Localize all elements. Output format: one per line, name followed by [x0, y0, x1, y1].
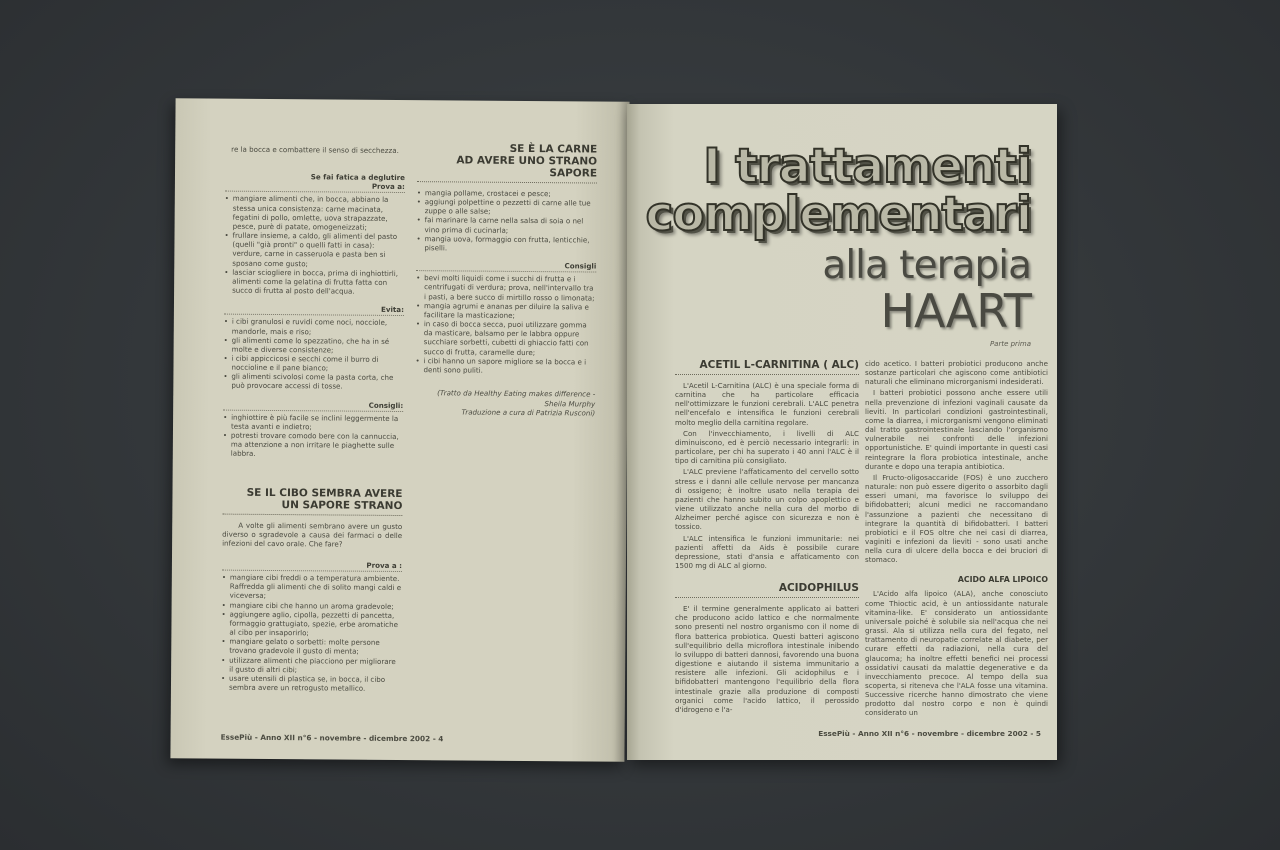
list-item: • utilizzare alimenti che piacciono per migliorare il gusto di altri cibi; [221, 655, 401, 675]
list-item: • usare utensili di plastica se, in bocca, il cibo sembra avere un retrogusto metallico. [221, 673, 401, 693]
page-footer-left: EssePiù - Anno XII n°6 - novembre - dicembre 2002 - 4 [220, 732, 444, 744]
list-item: • fai marinare la carne nella salsa di soia o nel vino prima di cucinarla; [417, 216, 597, 236]
list-item: • lasciar sciogliere in bocca, prima di inghiottirli, alimenti come la gelatina di frutta fatta con succo di frutta al posto dell'acqua. [224, 267, 404, 296]
list-item: • i cibi granulosi e ruvidi come noci, nocciole, mandorle, mais e riso; [224, 317, 404, 337]
paragraph: L'Acido alfa lipoico (ALA), anche conosciuto come Thioctic acid, è un antiossidante naturale vitamina-like. E' considerato un antiossidante universale poiché è solubile sia nell'acqua che nei grassi. Ala si utilizza nella cura del fegato, nel trattamento di neuropatie correlate al diabete, per curare effetti da radiazioni, nella cura del glaucoma; ha inoltre effetti benefici nei processi ossidativi causati da malattie degenerative e da invecchiamento precoce. Al tempo della sua scoperta, si riteneva che l'ALA fosse una vitamina. Successive ricerche hanno dimostrato che viene prodotto dal nostro corpo e non è quindi considerato un [865, 589, 1048, 718]
paragraph: L'ALC intensifica le funzioni immunitarie: nei pazienti affetti da Aids è possibile curare depressione, stati d'ansia e affaticamento con 1500 mg di ALC al giorno. [675, 533, 859, 570]
part-label: Parte prima [989, 340, 1031, 348]
list-tips-meat [415, 273, 596, 375]
list-item: • mangia pollame, crostacei e pesce; [417, 188, 597, 199]
list-try-taste [221, 573, 402, 693]
article-subtitle-line-1: alla terapia [822, 243, 1031, 288]
label-try: Prova a : [222, 560, 402, 573]
heading-ala: ACIDO ALFA LIPOICO [957, 575, 1048, 585]
list-item: • gli alimenti come lo spezzatino, che ha in sé molte e diverse consistenze; [224, 335, 404, 355]
paragraph: L'Acetil L-Carnitina (ALC) è una speciale forma di carnitina che ha particolare efficacia nell'ottimizzare le funzioni cerebrali. L'ALC penetra nell'encefalo e intensifica le funzioni cerebrali molto meglio della carnitina regolare. [675, 381, 859, 427]
list-item: • mangiare cibi che hanno un aroma gradevole; [222, 600, 402, 611]
heading-meat-taste [417, 142, 597, 183]
list-item: • mangiare gelato o sorbetti: molte persone trovano gradevole il gusto di menta; [221, 637, 401, 657]
list-item: • aggiungi polpettine o pezzetti di carne alle tue zuppe o alle salse; [417, 197, 597, 217]
left-column-1 [221, 145, 405, 694]
list-item: • frullare insieme, a caldo, gli alimenti del pasto (quelli "già pronti" o quelli fatti in casa): verdure, carne in casseruola e pasta ben si sposano come gusto; [224, 231, 404, 269]
label-tips: Consigli [416, 260, 596, 273]
list-item: • mangiare cibi freddi o a temperatura ambiente. Raffredda gli alimenti che di solito mangi caldi e viceversa; [222, 573, 402, 602]
paragraph: Il Fructo-oligosaccaride (FOS) è uno zucchero naturale: non può essere digerito o assorbito dagli esseri umani, ma favorisce lo sviluppo dei bifidobatteri; alcuni medici ne raccomandano l'assunzione a pazienti che necessitano di integrare la quantità di bifidobatteri. I batteri probiotici e il FOS oltre che nei casi di diarrea, vaginiti e infezioni da lieviti - sono usati anche nella cura di ulcere della bocca e dei bruciori di stomaco. [865, 472, 1048, 565]
list-tips-swallowing [223, 412, 403, 459]
subheading-swallowing: Se fai fatica a deglutire [310, 172, 406, 183]
label-try: Prova a: [225, 181, 405, 194]
paragraph: I batteri probiotici possono anche essere utili nella prevenzione di infezioni vaginali causate da lieviti. In particolari condizioni gastrointestinali, come la diarrea, i microrganismi vengono eliminati dal tratto gastrointestinale lasciando l'organismo vulnerabile nei confronti delle infezioni opportunistiche. E' quindi importante in questi casi reintegrare la flora probiotica intestinale, anche durante e dopo una terapia antibiotica. [865, 388, 1048, 471]
paragraph: L'ALC previene l'affaticamento del cervello sotto stress e i danni alle cellule nervose per mancanza di ossigeno; è inoltre usato nella terapia dei pazienti che hanno subito un colpo apoplettico e viene utilizzato anche nella cura del morbo di Alzheimer perché agisce con sicurezza e non è tossico. [675, 467, 859, 532]
magazine-page-right [627, 104, 1057, 760]
right-column-2 [865, 359, 1048, 720]
heading-line: SE È LA CARNE [509, 142, 598, 156]
list-item: • mangia uova, formaggio con frutta, lenticchie, piselli. [416, 234, 596, 254]
credit-line: (Tratto da Healthy Eating makes difference - [437, 388, 596, 399]
article-title-line-1: I trattamenti [703, 139, 1031, 194]
list-item: • in caso di bocca secca, puoi utilizzare gomma da masticare, balsamo per le labbra oppure succhiare sorbetti, cubetti di ghiaccio fatti con succo di frutta, caramelle dure; [416, 319, 596, 357]
article-subtitle-line-2: HAART [880, 284, 1031, 338]
list-item: • mangia agrumi e ananas per diluire la saliva e facilitare la masticazione; [416, 301, 596, 321]
list-item: • aggiungere aglio, cipolla, pezzetti di pancetta, formaggio grattugiato, spezie, erbe aromatiche al cibo per insaporirlo; [221, 609, 401, 638]
list-avoid [223, 317, 404, 392]
translation-credit [415, 388, 595, 418]
credit-line: Sheila Murphy [544, 398, 596, 409]
label-avoid: Evita: [224, 304, 404, 317]
heading-line: SE IL CIBO SEMBRA AVERE [246, 486, 403, 500]
paragraph: Con l'invecchiamento, i livelli di ALC diminuiscono, ed è perciò necessario integrarli: in particolare, per chi ha superato i 40 anni l'ALC è il tipo di carnitina più consigliato. [675, 428, 859, 466]
magazine-page-left [170, 98, 629, 762]
list-item: • potresti trovare comodo bere con la cannuccia, ma attenzione a non irritare le piaghette sulle labbra. [223, 431, 403, 460]
list-item: • i cibi hanno un sapore migliore se la bocca e i denti sono puliti. [415, 356, 595, 376]
heading-acidophilus: ACIDOPHILUS [675, 582, 859, 598]
heading-alc: ACETIL L-CARNITINA ( ALC) [675, 359, 859, 375]
list-item: • i cibi appiccicosi e secchi come il burro di noccioline e il pane bianco; [223, 354, 403, 374]
column-intro-text: re la bocca e combattere il senso di secchezza. [231, 144, 399, 155]
article-title-line-2: complementari [645, 187, 1031, 242]
list-item: • inghiottire è più facile se inclini leggermente la testa avanti e indietro; [223, 412, 403, 432]
label-tips: Consigli: [223, 399, 403, 412]
list-item: • bevi molti liquidi come i succhi di frutta e i centrifugati di verdura; prova, nell'intervallo tra i pasti, a bere succo di mirtillo rosso o limonata; [416, 273, 596, 302]
page-footer-right: EssePiù - Anno XII n°6 - novembre - dicembre 2002 - 5 [818, 729, 1041, 738]
left-column-2 [415, 142, 597, 418]
list-meat [416, 188, 596, 254]
right-column-1 [675, 359, 859, 716]
section-intro: A volte gli alimenti sembrano avere un gusto diverso o sgradevole a causa dei farmaci o delle infezioni del cavo orale. Che fare? [222, 520, 403, 549]
heading-line: AD AVERE UNO STRANO SAPORE [456, 154, 598, 180]
credit-line: Traduzione a cura di Patrizia Rusconi) [461, 407, 596, 418]
paragraph: cido acetico. I batteri probiotici producono anche sostanze particolari che agiscono come antibiotici naturali che eliminano microrganismi indesiderati. [865, 359, 1048, 387]
paragraph: E' il termine generalmente applicato ai batteri che producono acido lattico e che normalmente sono presenti nel nostro organismo con il nome di flora batterica probiotica. Questi batteri agiscono sull'equilibrio della microflora intestinale inibendo lo sviluppo di batteri dannosi, favorendo una buona digestione e aiutando il sistema immunitario a resistere alle infezioni. Gli acidophilus e i bifidobatteri mantengono l'equilibrio della flora intestinale grazie alla produzione di composti organici come l'acido lattico, il perossido d'idrogeno e l'a- [675, 604, 859, 714]
heading-strange-food [222, 486, 402, 515]
list-item: • mangiare alimenti che, in bocca, abbiano la stessa unica consistenza: carne macinata, fegatini di pollo, omlette, uova strapazzate, pesce, purè di patate, omogeneizzati; [225, 194, 405, 232]
heading-line: UN SAPORE STRANO [281, 498, 403, 512]
list-try-swallowing [224, 194, 405, 296]
list-item: • gli alimenti scivolosi come la pasta corta, che può provocare accessi di tosse. [223, 372, 403, 392]
